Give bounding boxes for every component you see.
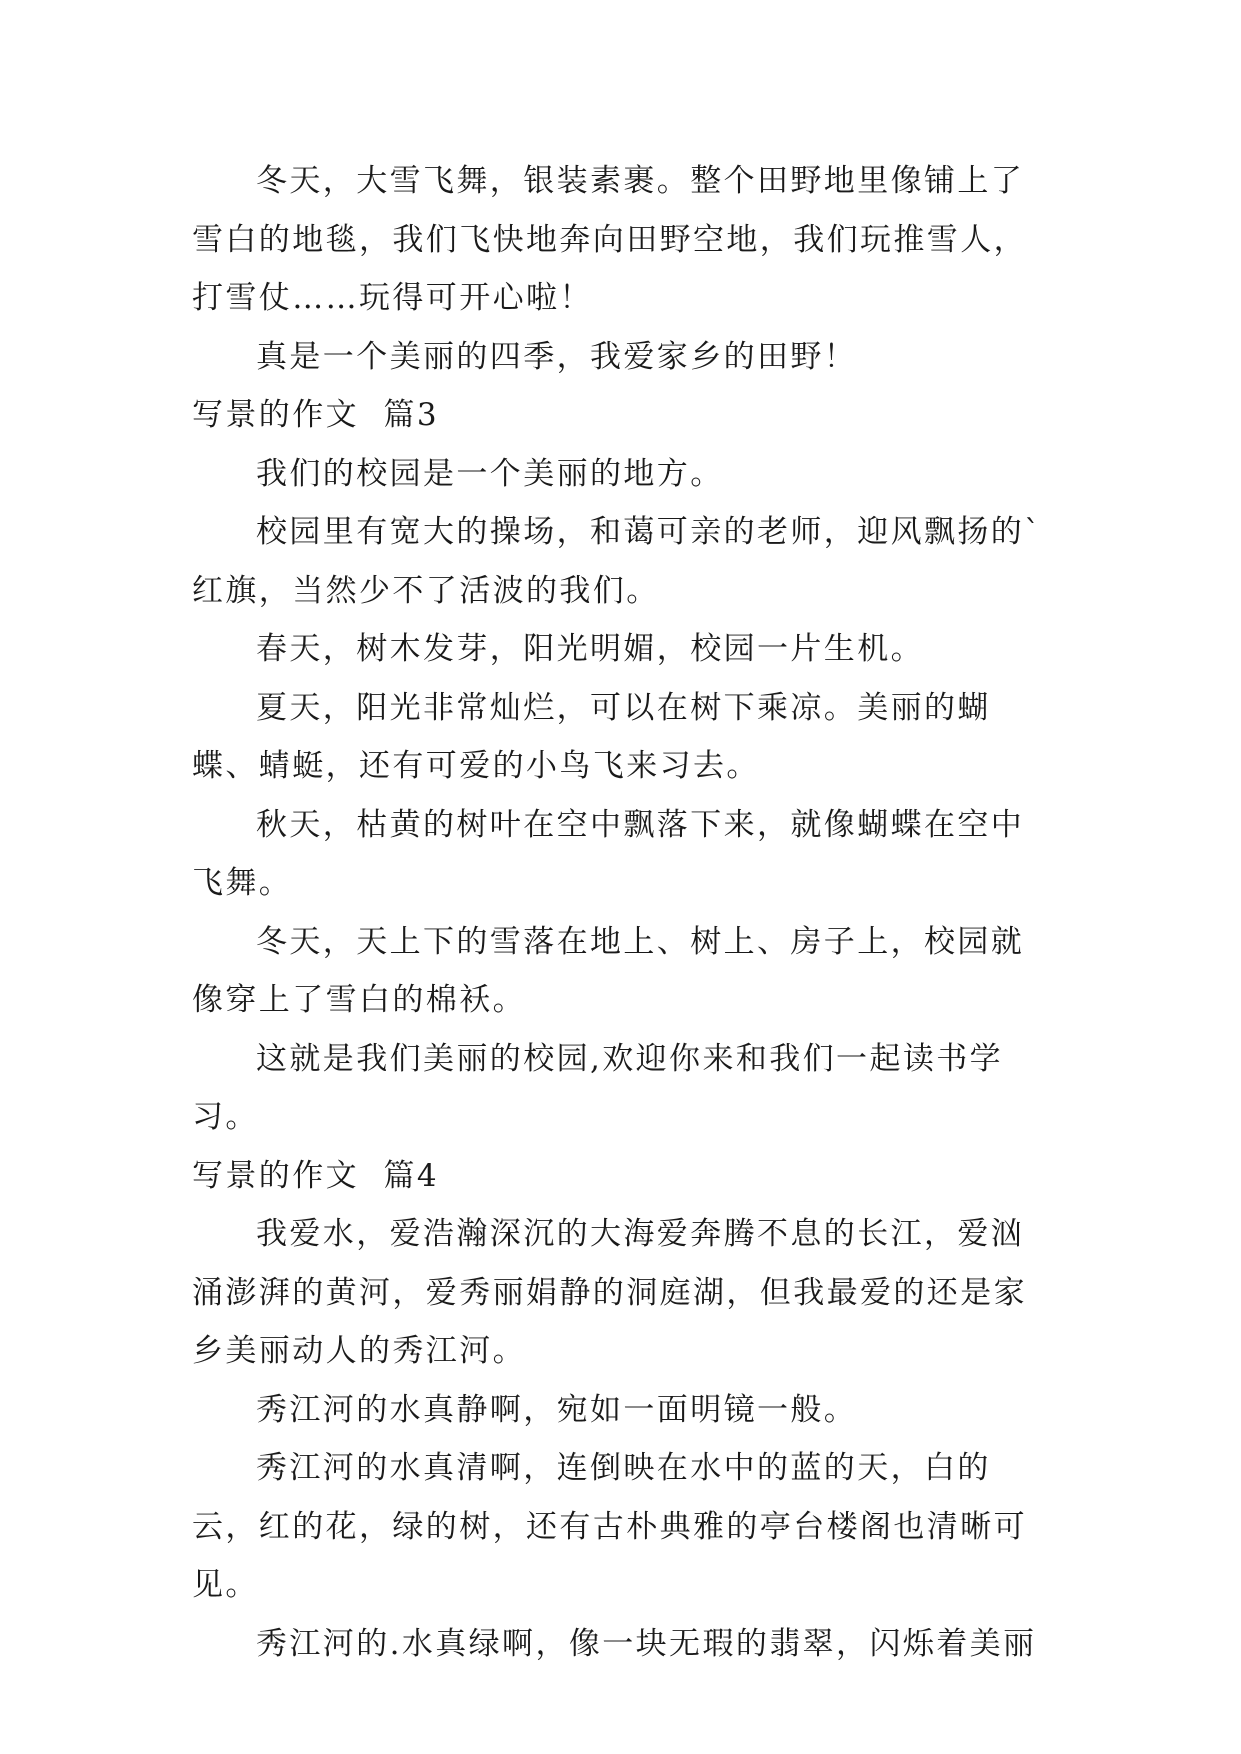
paragraph: 春天，树木发芽，阳光明媚，校园一片生机。	[256, 631, 924, 667]
paragraph: 冬天，天上下的雪落在地上、树上、房子上，校园就像穿上了雪白的棉袄。	[192, 923, 1025, 1018]
paragraph: 这就是我们美丽的校园,欢迎你来和我们一起读书学习。	[192, 1040, 1004, 1135]
paragraph: 秀江河的水真清啊，连倒映在水中的蓝的天，白的云，红的花，绿的树，还有古朴典雅的亭台楼阁也清晰可见。	[192, 1450, 1027, 1603]
section-heading: 写景的作文 篇4	[192, 1157, 440, 1194]
paragraph: 夏天，阳光非常灿烂，可以在树下乘凉。美丽的蝴蝶、蜻蜓，还有可爱的小鸟飞来习去。	[192, 689, 991, 784]
paragraph: 校园里有宽大的操场，和蔼可亲的老师，迎风飘扬的`红旗，当然少不了活波的我们。	[192, 514, 1043, 609]
paragraph: 我们的校园是一个美丽的地方。	[256, 455, 724, 492]
paragraph: 冬天，大雪飞舞，银装素裹。整个田野地里像铺上了雪白的地毯，我们飞快地奔向田野空地，我们玩推雪人，打雪仗……玩得可开心啦！	[192, 163, 1027, 316]
paragraph: 我爱水，爱浩瀚深沉的大海爱奔腾不息的长江，爱汹涌澎湃的黄河，爱秀丽娟静的洞庭湖，但我最爱的还是家乡美丽动人的秀江河。	[192, 1216, 1027, 1369]
paragraph: 秋天，枯黄的树叶在空中飘落下来，就像蝴蝶在空中飞舞。	[192, 806, 1025, 901]
paragraph: 秀江河的水真静啊，宛如一面明镜一般。	[256, 1391, 858, 1428]
document-body	[192, 152, 1052, 1673]
paragraph: 秀江河的.水真绿啊，像一块无瑕的翡翠，闪烁着美丽	[256, 1625, 1037, 1662]
paragraph: 真是一个美丽的四季，我爱家乡的田野！	[256, 338, 858, 375]
section-heading: 写景的作文 篇3	[192, 397, 440, 433]
